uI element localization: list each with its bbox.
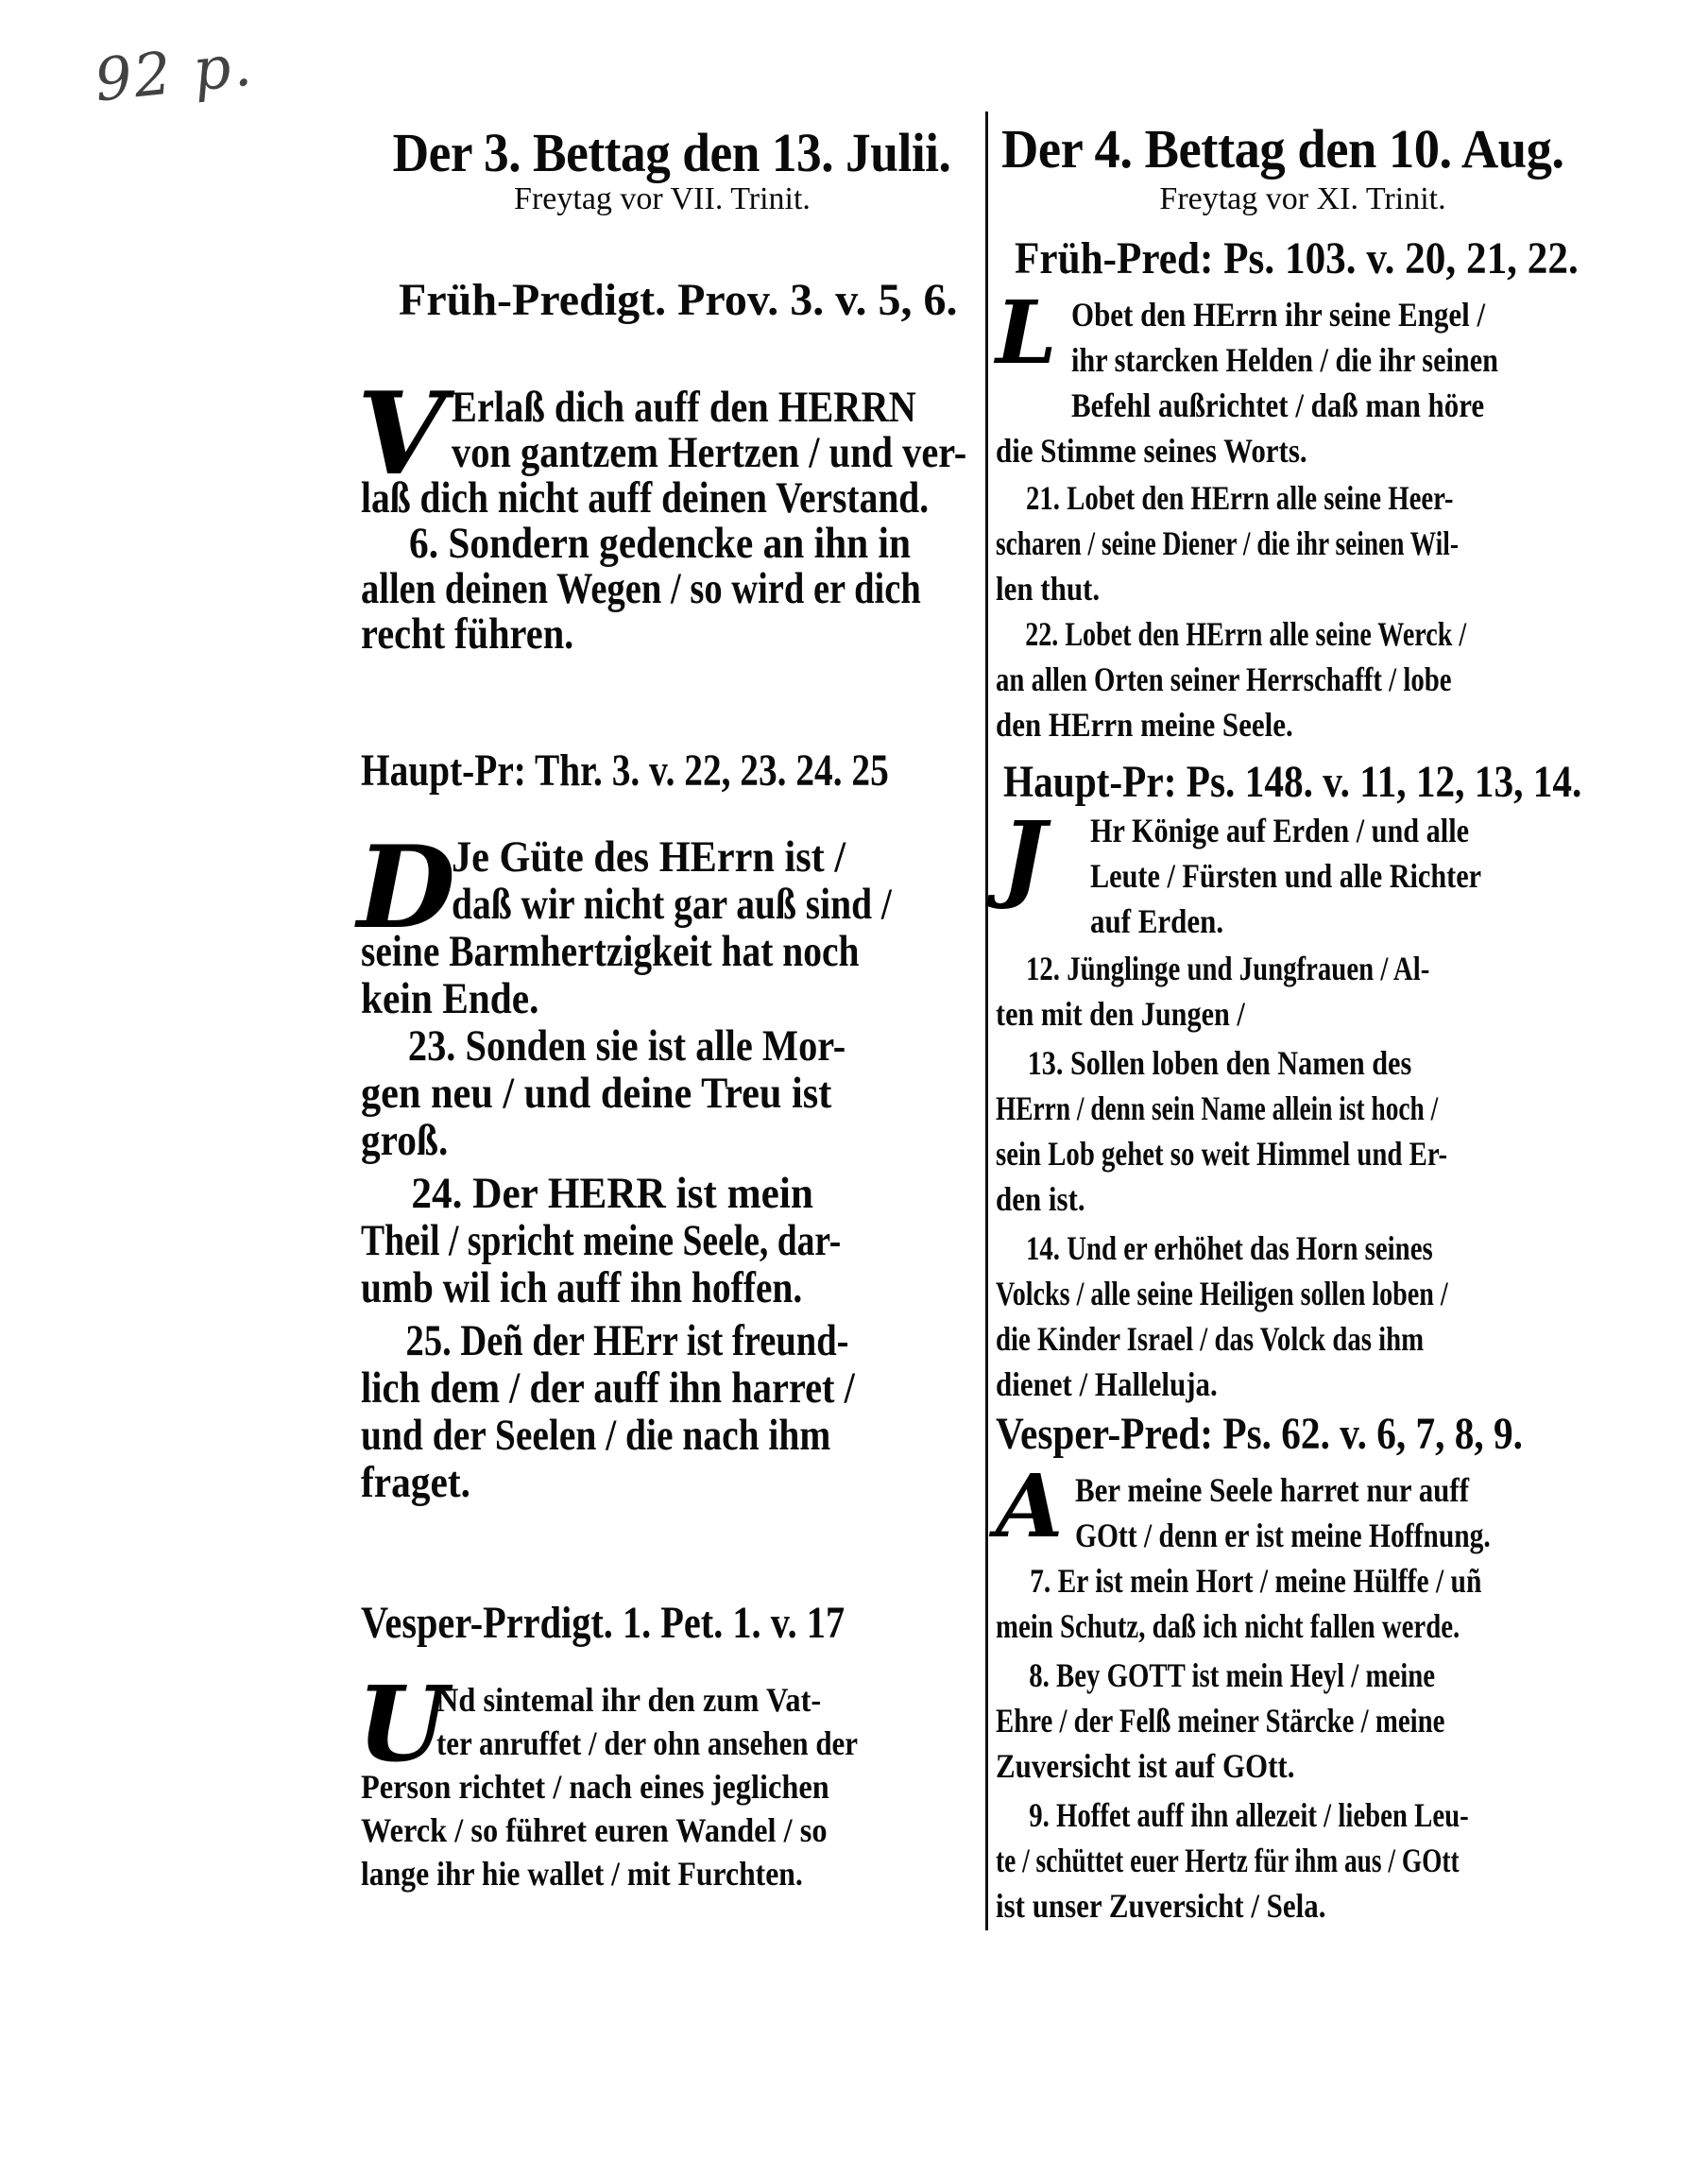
text-line: dienet / Halleluja. bbox=[996, 1365, 1218, 1403]
text-line: 13. Sollen loben den Namen des bbox=[1027, 1044, 1412, 1082]
text-line: recht führen. bbox=[361, 609, 574, 659]
text-line: 7. Er ist mein Hort / meine Hülffe / uñ bbox=[1030, 1562, 1482, 1600]
text-line: kein Ende. bbox=[361, 974, 539, 1023]
section-heading-main: Haupt-Pr: Ps. 148. v. 11, 12, 13, 14. bbox=[1003, 757, 1582, 807]
text-line: 12. Jünglinge und Jungfrauen / Al- bbox=[1026, 950, 1430, 987]
text-line: daß wir nicht gar auß sind / bbox=[452, 880, 892, 929]
decorated-initial: V bbox=[357, 368, 446, 501]
text-line: ihr starcken Helden / die ihr seinen bbox=[1071, 341, 1498, 379]
decorated-initial: L bbox=[996, 282, 1057, 384]
text-line: te / schüttet euer Hertz für ihm aus / GOtt bbox=[996, 1842, 1460, 1879]
right-subtitle: Freytag vor XI. Trinit. bbox=[1159, 181, 1446, 216]
text-line: allen deinen Wegen / so wird er dich bbox=[361, 564, 921, 613]
text-line: 25. Deñ der HErr ist freund- bbox=[405, 1316, 849, 1365]
text-line: umb wil ich auff ihn hoffen. bbox=[361, 1263, 803, 1312]
decorated-initial: U bbox=[357, 1663, 448, 1785]
decorated-initial: A bbox=[996, 1455, 1064, 1557]
text-line: Leute / Fürsten und alle Richter bbox=[1090, 857, 1482, 895]
text-line: HErrn / denn sein Name allein ist hoch / bbox=[996, 1089, 1439, 1127]
section-heading-main: Haupt-Pr: Thr. 3. v. 22, 23. 24. 25 bbox=[361, 746, 889, 796]
section-heading-morning: Früh-Pred: Ps. 103. v. 20, 21, 22. bbox=[1015, 233, 1579, 283]
left-subtitle: Freytag vor VII. Trinit. bbox=[514, 181, 811, 216]
text-line: und der Seelen / die nach ihm bbox=[361, 1411, 831, 1460]
right-title: Der 4. Bettag den 10. Aug. bbox=[1001, 118, 1564, 180]
text-line: Zuversicht ist auf GOtt. bbox=[996, 1747, 1295, 1785]
text-line: 21. Lobet den HErrn alle seine Heer- bbox=[1026, 479, 1454, 517]
text-line: Befehl außrichtet / daß man höre bbox=[1071, 386, 1485, 424]
text-line: 23. Sonden sie ist alle Mor- bbox=[407, 1021, 846, 1071]
text-line: Ehre / der Felß meiner Stärcke / meine bbox=[996, 1702, 1445, 1740]
text-line: Volcks / alle seine Heiligen sollen loben / bbox=[996, 1275, 1448, 1312]
text-line: an allen Orten seiner Herrschafft / lobe bbox=[996, 660, 1452, 698]
text-line: lich dem / der auff ihn harret / bbox=[361, 1363, 855, 1413]
left-title: Der 3. Bettag den 13. Julii. bbox=[392, 122, 951, 183]
text-line: Je Güte des HErrn ist / bbox=[452, 832, 846, 882]
text-line: mein Schutz, daß ich nicht fallen werde. bbox=[996, 1607, 1460, 1645]
text-line: GOtt / denn er ist meine Hoffnung. bbox=[1075, 1517, 1491, 1554]
section-heading-vesper: Vesper-Pred: Ps. 62. v. 6, 7, 8, 9. bbox=[996, 1409, 1524, 1459]
text-line: ter anruffet / der ohn ansehen der bbox=[436, 1724, 859, 1762]
text-line: Obet den HErrn ihr seine Engel / bbox=[1071, 296, 1486, 334]
text-line: ten mit den Jungen / bbox=[996, 995, 1245, 1033]
text-line: scharen / seine Diener / die ihr seinen Wil- bbox=[996, 524, 1459, 562]
text-line: Theil / spricht meine Seele, dar- bbox=[361, 1216, 842, 1265]
decorated-initial: D bbox=[357, 821, 456, 954]
text-line: 24. Der HERR ist mein bbox=[411, 1169, 813, 1218]
text-line: Ber meine Seele harret nur auff bbox=[1075, 1471, 1470, 1509]
decorated-initial: J bbox=[1001, 800, 1047, 912]
text-line: die Kinder Israel / das Volck das ihm bbox=[996, 1320, 1425, 1358]
text-line: auf Erden. bbox=[1090, 902, 1224, 940]
text-line: Nd sintemal ihr den zum Vat- bbox=[436, 1681, 822, 1719]
handwritten-page-note: 92 p. bbox=[91, 29, 257, 115]
text-line: laß dich nicht auff deinen Verstand. bbox=[361, 473, 930, 523]
text-line: 8. Bey GOTT ist mein Heyl / meine bbox=[1029, 1656, 1436, 1694]
text-line: fraget. bbox=[361, 1458, 470, 1507]
text-line: gen neu / und deine Treu ist bbox=[361, 1069, 832, 1118]
text-line: 14. Und er erhöhet das Horn seines bbox=[1026, 1229, 1433, 1267]
text-line: sein Lob gehet so weit Himmel und Er- bbox=[996, 1135, 1448, 1173]
text-line: die Stimme seines Worts. bbox=[996, 432, 1307, 470]
text-line: Person richtet / nach eines jeglichen bbox=[361, 1768, 829, 1806]
text-line: 22. Lobet den HErrn alle seine Werck / bbox=[1025, 615, 1467, 653]
text-line: lange ihr hie wallet / mit Furchten. bbox=[361, 1855, 803, 1893]
text-line: von gantzem Hertzen / und ver- bbox=[452, 428, 967, 477]
column-divider bbox=[985, 111, 988, 1930]
text-line: 9. Hoffet auff ihn allezeit / lieben Leu- bbox=[1029, 1796, 1469, 1834]
text-line: Erlaß dich auff den HERRN bbox=[452, 383, 916, 432]
text-line: ist unser Zuversicht / Sela. bbox=[996, 1887, 1326, 1925]
text-line: Werck / so führet euren Wandel / so bbox=[361, 1811, 828, 1849]
section-heading-morning: Früh-Predigt. Prov. 3. v. 5, 6. bbox=[399, 275, 958, 325]
text-line: Hr Könige auf Erden / und alle bbox=[1090, 812, 1470, 849]
section-heading-vesper: Vesper-Prrdigt. 1. Pet. 1. v. 17 bbox=[361, 1598, 845, 1648]
text-line: den HErrn meine Seele. bbox=[996, 706, 1293, 744]
text-line: 6. Sondern gedencke an ihn in bbox=[409, 519, 911, 568]
text-line: seine Barmhertzigkeit hat noch bbox=[361, 927, 860, 976]
text-line: len thut. bbox=[996, 570, 1101, 608]
text-line: groß. bbox=[361, 1116, 449, 1165]
text-line: den ist. bbox=[996, 1180, 1085, 1218]
